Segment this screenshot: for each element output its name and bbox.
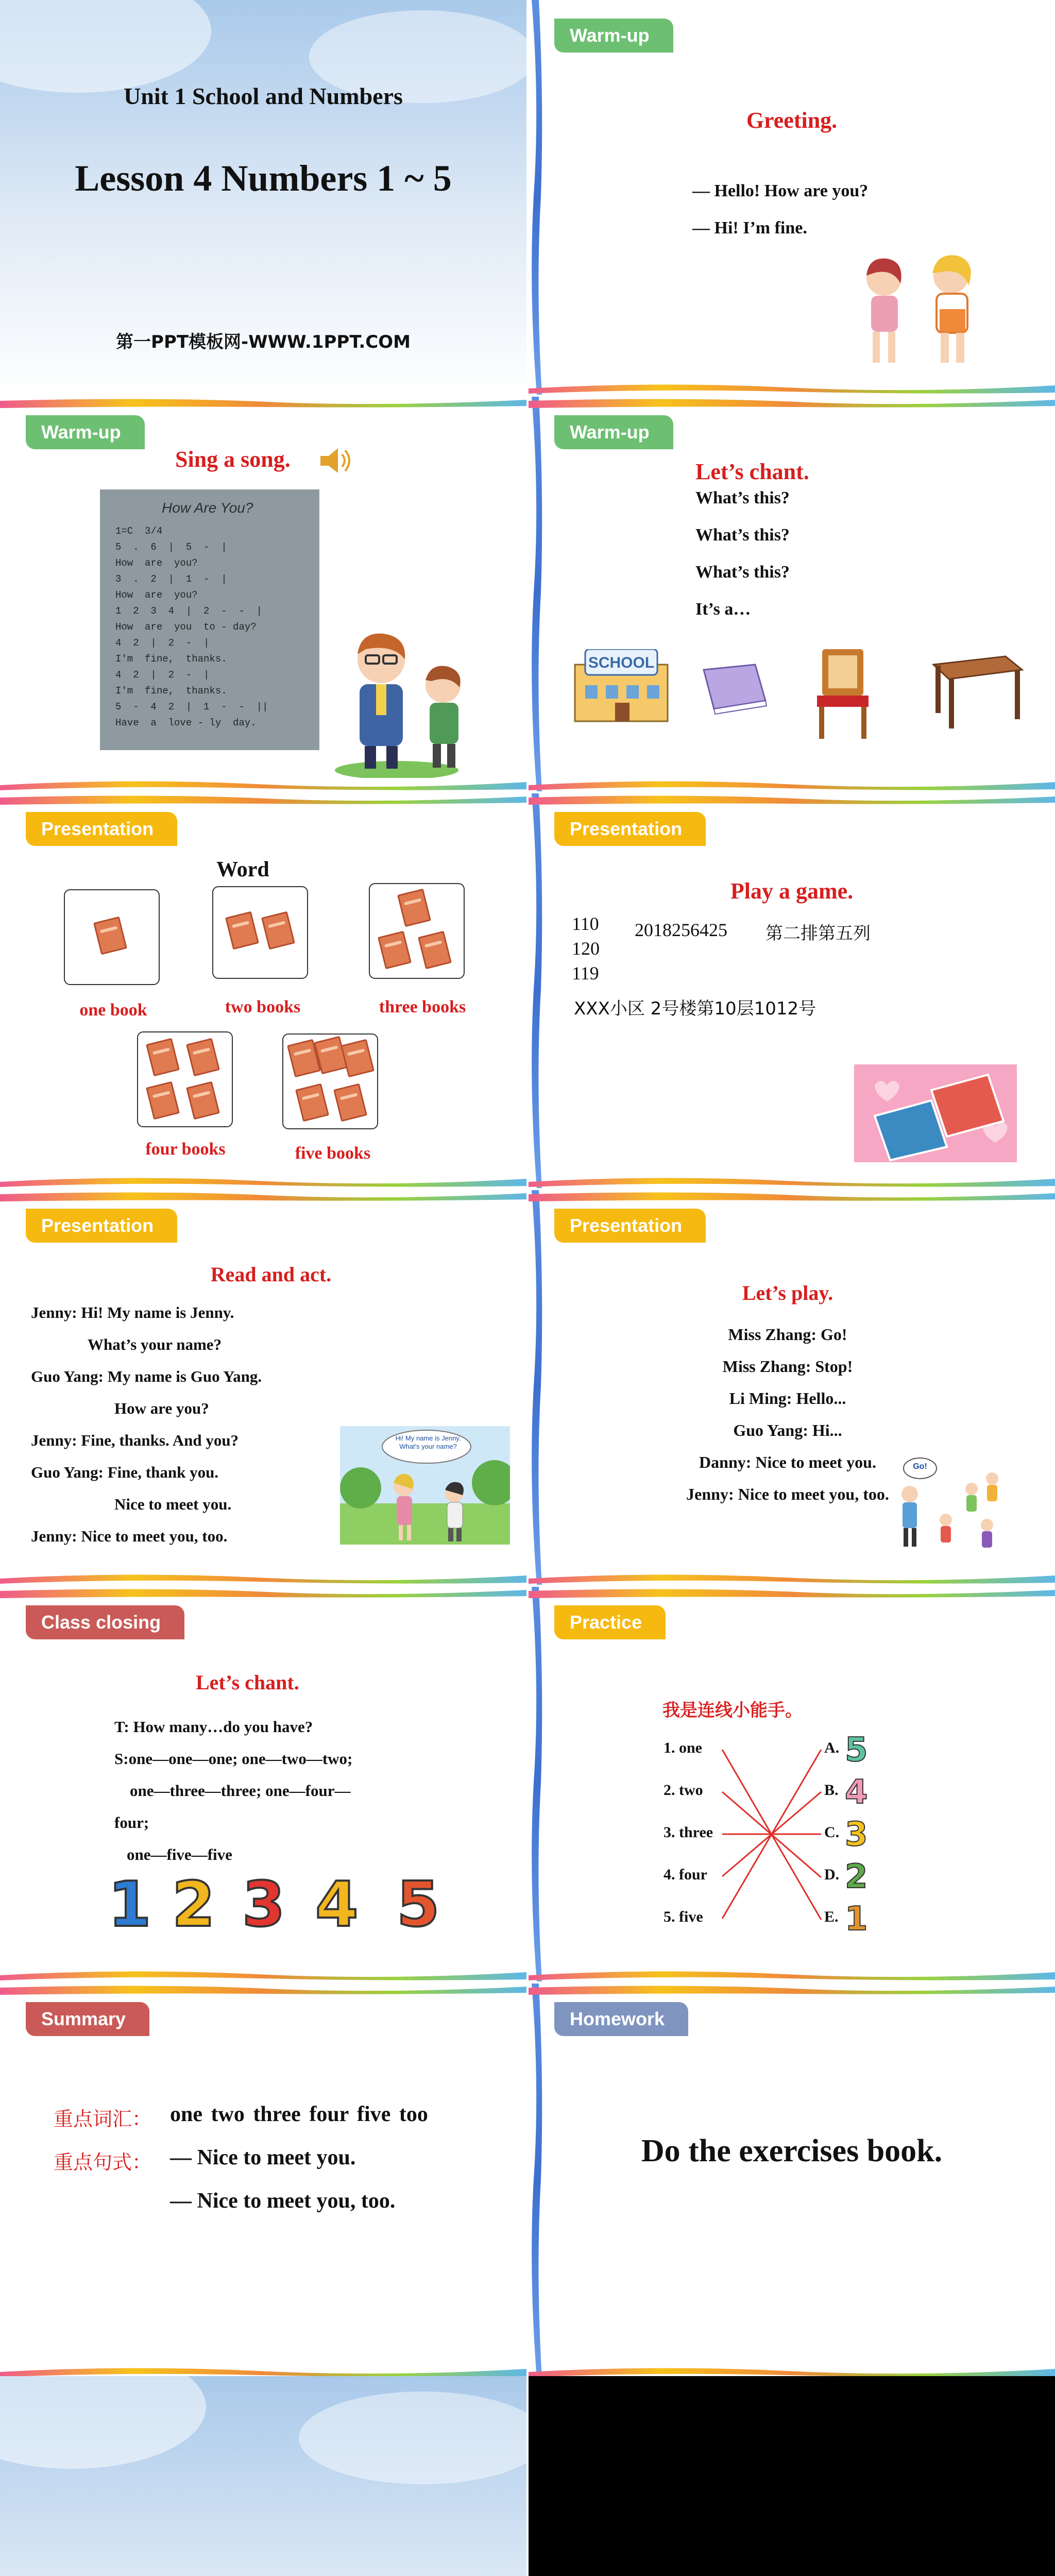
song-sheet-line: How are you to - day? — [115, 621, 257, 633]
slide-thank-you — [0, 2376, 526, 2576]
jenny-guo-yang-illustration — [340, 1426, 510, 1545]
play-line-2: Miss Zhang: Stop! — [722, 1357, 853, 1376]
section-tag: Class closing — [26, 1605, 184, 1639]
bottom-brush-stroke — [0, 1173, 526, 1188]
card-four-books — [137, 1031, 233, 1127]
match-left-4: 4. four — [663, 1866, 707, 1883]
dialogue-5: Jenny: Fine, thanks. And you? — [31, 1431, 239, 1449]
game-title: Play a game. — [730, 878, 854, 904]
card-five-books — [282, 1033, 378, 1129]
school-image — [570, 649, 673, 726]
slide-lets-play — [529, 1190, 1055, 1585]
top-brush-stroke — [0, 397, 526, 410]
dialogue-2: What’s your name? — [88, 1335, 222, 1353]
dialogue-3: Guo Yang: My name is Guo Yang. — [31, 1367, 262, 1385]
match-right-a: A. — [824, 1739, 840, 1756]
song-sheet-line: 4 2 | 2 - | — [115, 637, 210, 649]
left-brush-stroke — [529, 1587, 544, 1981]
kids-playing-illustration — [884, 1448, 1013, 1561]
slide-greeting — [529, 0, 1055, 395]
top-brush-stroke — [0, 1587, 526, 1600]
section-tag: Presentation — [554, 1209, 706, 1243]
section-tag: Warm-up — [26, 415, 145, 449]
vocab-label: 重点词汇： — [54, 2108, 152, 2130]
chant-line-1: What’s this? — [695, 488, 790, 507]
glyph-1: 1 — [845, 1900, 868, 1938]
section-tag: Summary — [26, 2002, 149, 2036]
code-number: 2018256425 — [635, 920, 727, 940]
song-sheet-line: 1=C 3/4 — [115, 526, 163, 537]
song-sheet-lines — [115, 523, 304, 731]
glyph-5: 5 — [845, 1731, 868, 1769]
slide-read-act — [0, 1190, 526, 1585]
bottom-brush-stroke — [529, 379, 1055, 395]
digit-4: 4 — [315, 1869, 359, 1941]
number-110: 110 — [572, 913, 599, 934]
chant-line-4: It’s a… — [695, 600, 751, 619]
match-right-b: B. — [824, 1782, 839, 1799]
books-hearts-image — [854, 1064, 1017, 1162]
school-sign-text: SCHOOL — [588, 654, 655, 671]
left-brush-stroke — [529, 793, 544, 1188]
play-line-1: Miss Zhang: Go! — [728, 1325, 847, 1344]
homework-text: Do the exercises book. — [641, 2133, 943, 2168]
match-left-2: 2. two — [663, 1782, 703, 1799]
bottom-brush-stroke — [529, 1966, 1055, 1981]
section-tag: Warm-up — [554, 415, 673, 449]
dialogue-line-1: — Hello! How are you? — [692, 181, 869, 200]
slide-chant-objects — [529, 397, 1055, 791]
left-brush-stroke — [529, 1984, 544, 2378]
section-tag: Presentation — [26, 1209, 177, 1243]
read-act-title: Read and act. — [210, 1263, 332, 1286]
bottom-brush-stroke — [529, 1173, 1055, 1188]
chant-title: Let’s chant. — [695, 459, 809, 484]
dialogue-8: Jenny: Nice to meet you, too. — [31, 1527, 228, 1545]
match-left-5: 5. five — [663, 1908, 703, 1925]
sentence-label: 重点句式： — [54, 2151, 152, 2174]
section-tag: Practice — [554, 1605, 666, 1639]
greeting-title: Greeting. — [746, 108, 838, 133]
card-two-books — [212, 886, 308, 979]
chair-image — [807, 644, 879, 742]
digit-2: 2 — [172, 1869, 215, 1941]
dialogue-4: How are you? — [114, 1399, 209, 1417]
song-sheet-title: How Are You? — [162, 500, 253, 516]
digit-1: 1 — [108, 1869, 151, 1941]
closing-line-3: one—three—three; one—four— — [130, 1782, 351, 1800]
two-girls-illustration — [843, 247, 1002, 371]
closing-line-5: one—five—five — [127, 1845, 232, 1863]
play-line-4: Guo Yang: Hi... — [733, 1421, 842, 1439]
closing-line-4: four; — [114, 1814, 149, 1832]
label-one-book: one book — [79, 1001, 147, 1020]
sky-background — [0, 2376, 526, 2576]
song-sheet-line: 1 2 3 4 | 2 - - | — [115, 605, 263, 617]
closing-chant-title: Let’s chant. — [196, 1671, 299, 1694]
label-four-books: four books — [145, 1140, 226, 1159]
top-brush-stroke — [0, 1984, 526, 1997]
song-sheet-line: How are you? — [115, 589, 198, 601]
left-brush-stroke — [529, 397, 544, 791]
match-left-1: 1. one — [663, 1739, 702, 1756]
top-brush-stroke — [529, 793, 1055, 807]
top-brush-stroke — [529, 1984, 1055, 1997]
song-sheet-line: 5 - 4 2 | 1 - - || — [115, 701, 268, 713]
label-two-books: two books — [225, 997, 301, 1016]
play-line-3: Li Ming: Hello... — [729, 1389, 846, 1408]
song-sheet-line: 5 . 6 | 5 - | — [115, 541, 227, 553]
left-brush-stroke — [529, 1190, 544, 1585]
bottom-brush-stroke — [0, 776, 526, 791]
glyph-2: 2 — [845, 1858, 868, 1896]
number-119: 119 — [572, 963, 599, 984]
word-heading: Word — [216, 858, 269, 882]
label-five-books: five books — [295, 1144, 371, 1163]
matching-title: 我是连线小能手。 — [662, 1700, 803, 1721]
play-line-6: Jenny: Nice to meet you, too. — [686, 1485, 889, 1503]
lets-play-title: Let’s play. — [742, 1281, 833, 1304]
song-sheet-line: Have a love - ly day. — [115, 717, 257, 728]
match-right-e: E. — [824, 1908, 839, 1925]
go-bubble-text: Go! — [913, 1462, 927, 1471]
digit-5: 5 — [397, 1869, 440, 1941]
teacher-boy-illustration — [330, 623, 500, 778]
slide-sing-song — [0, 397, 526, 791]
song-sheet-line: 4 2 | 2 - | — [115, 669, 210, 681]
label-three-books: three books — [379, 997, 466, 1016]
sentence-2: — Nice to meet you, too. — [170, 2189, 396, 2213]
slide-practice-matching — [529, 1587, 1055, 1981]
top-brush-stroke — [529, 1587, 1055, 1600]
slide-summary — [0, 1984, 526, 2378]
song-sheet-photo — [100, 489, 319, 750]
dialogue-line-2: — Hi! I’m fine. — [692, 218, 807, 238]
play-line-5: Danny: Nice to meet you. — [699, 1453, 876, 1471]
dialogue-6: Guo Yang: Fine, thank you. — [31, 1463, 219, 1481]
desk-image — [928, 649, 1026, 732]
slide-homework — [529, 1984, 1055, 2378]
chant-line-3: What’s this? — [695, 563, 790, 582]
song-sheet-line: I'm fine, thanks. — [115, 653, 227, 665]
vocab-words: one two three four five too — [170, 2103, 428, 2126]
sentence-1: — Nice to meet you. — [170, 2146, 356, 2170]
unit-title: Unit 1 School and Numbers — [124, 83, 403, 109]
slide-play-game — [529, 793, 1055, 1188]
seat-text: 第二排第五列 — [765, 923, 871, 944]
lesson-title: Lesson 4 Numbers 1 ~ 5 — [75, 158, 452, 199]
card-one-book — [64, 889, 160, 985]
bottom-brush-stroke — [0, 1569, 526, 1585]
closing-line-1: T: How many…do you have? — [114, 1718, 313, 1736]
top-brush-stroke — [0, 793, 526, 807]
closing-line-2: S:one—one—one; one—two—two; — [114, 1750, 353, 1768]
speech-bubble-text: Hi! My name is Jenny. What's your name? — [395, 1434, 461, 1450]
sing-title: Sing a song. — [175, 447, 291, 472]
bottom-brush-stroke — [529, 1569, 1055, 1585]
match-right-c: C. — [824, 1824, 840, 1841]
match-right-d: D. — [824, 1866, 840, 1883]
card-three-books — [369, 883, 465, 979]
glyph-4: 4 — [845, 1773, 868, 1811]
section-tag: Homework — [554, 2002, 688, 2036]
slide-title — [0, 0, 526, 395]
matching-lines — [720, 1741, 823, 1927]
bottom-brush-stroke — [529, 776, 1055, 791]
digit-3: 3 — [242, 1869, 285, 1941]
top-brush-stroke — [529, 397, 1055, 410]
book-image — [693, 659, 771, 716]
slide-class-closing — [0, 1587, 526, 1981]
slide-word-books — [0, 793, 526, 1188]
song-sheet-line: 3 . 2 | 1 - | — [115, 573, 227, 585]
glyph-3: 3 — [845, 1816, 868, 1854]
address-text: XXX小区 2号楼第10层1012号 — [574, 998, 816, 1019]
dialogue-1: Jenny: Hi! My name is Jenny. — [31, 1303, 234, 1321]
section-tag: Presentation — [26, 812, 177, 846]
dialogue-7: Nice to meet you. — [114, 1495, 232, 1513]
bottom-brush-stroke — [0, 1966, 526, 1981]
chant-line-2: What’s this? — [695, 526, 790, 545]
top-brush-stroke — [529, 1190, 1055, 1204]
number-120: 120 — [572, 938, 600, 959]
song-sheet-line: How are you? — [115, 557, 198, 569]
empty-black-area — [529, 2376, 1055, 2576]
match-left-3: 3. three — [663, 1824, 713, 1841]
section-tag: Warm-up — [554, 19, 673, 53]
top-brush-stroke — [0, 1190, 526, 1204]
section-tag: Presentation — [554, 812, 706, 846]
site-footer: 第一PPT模板网-WWW.1PPT.COM — [116, 332, 411, 352]
speaker-icon[interactable] — [315, 443, 351, 479]
left-brush-stroke — [529, 0, 544, 395]
song-sheet-line: I'm fine, thanks. — [115, 685, 227, 697]
